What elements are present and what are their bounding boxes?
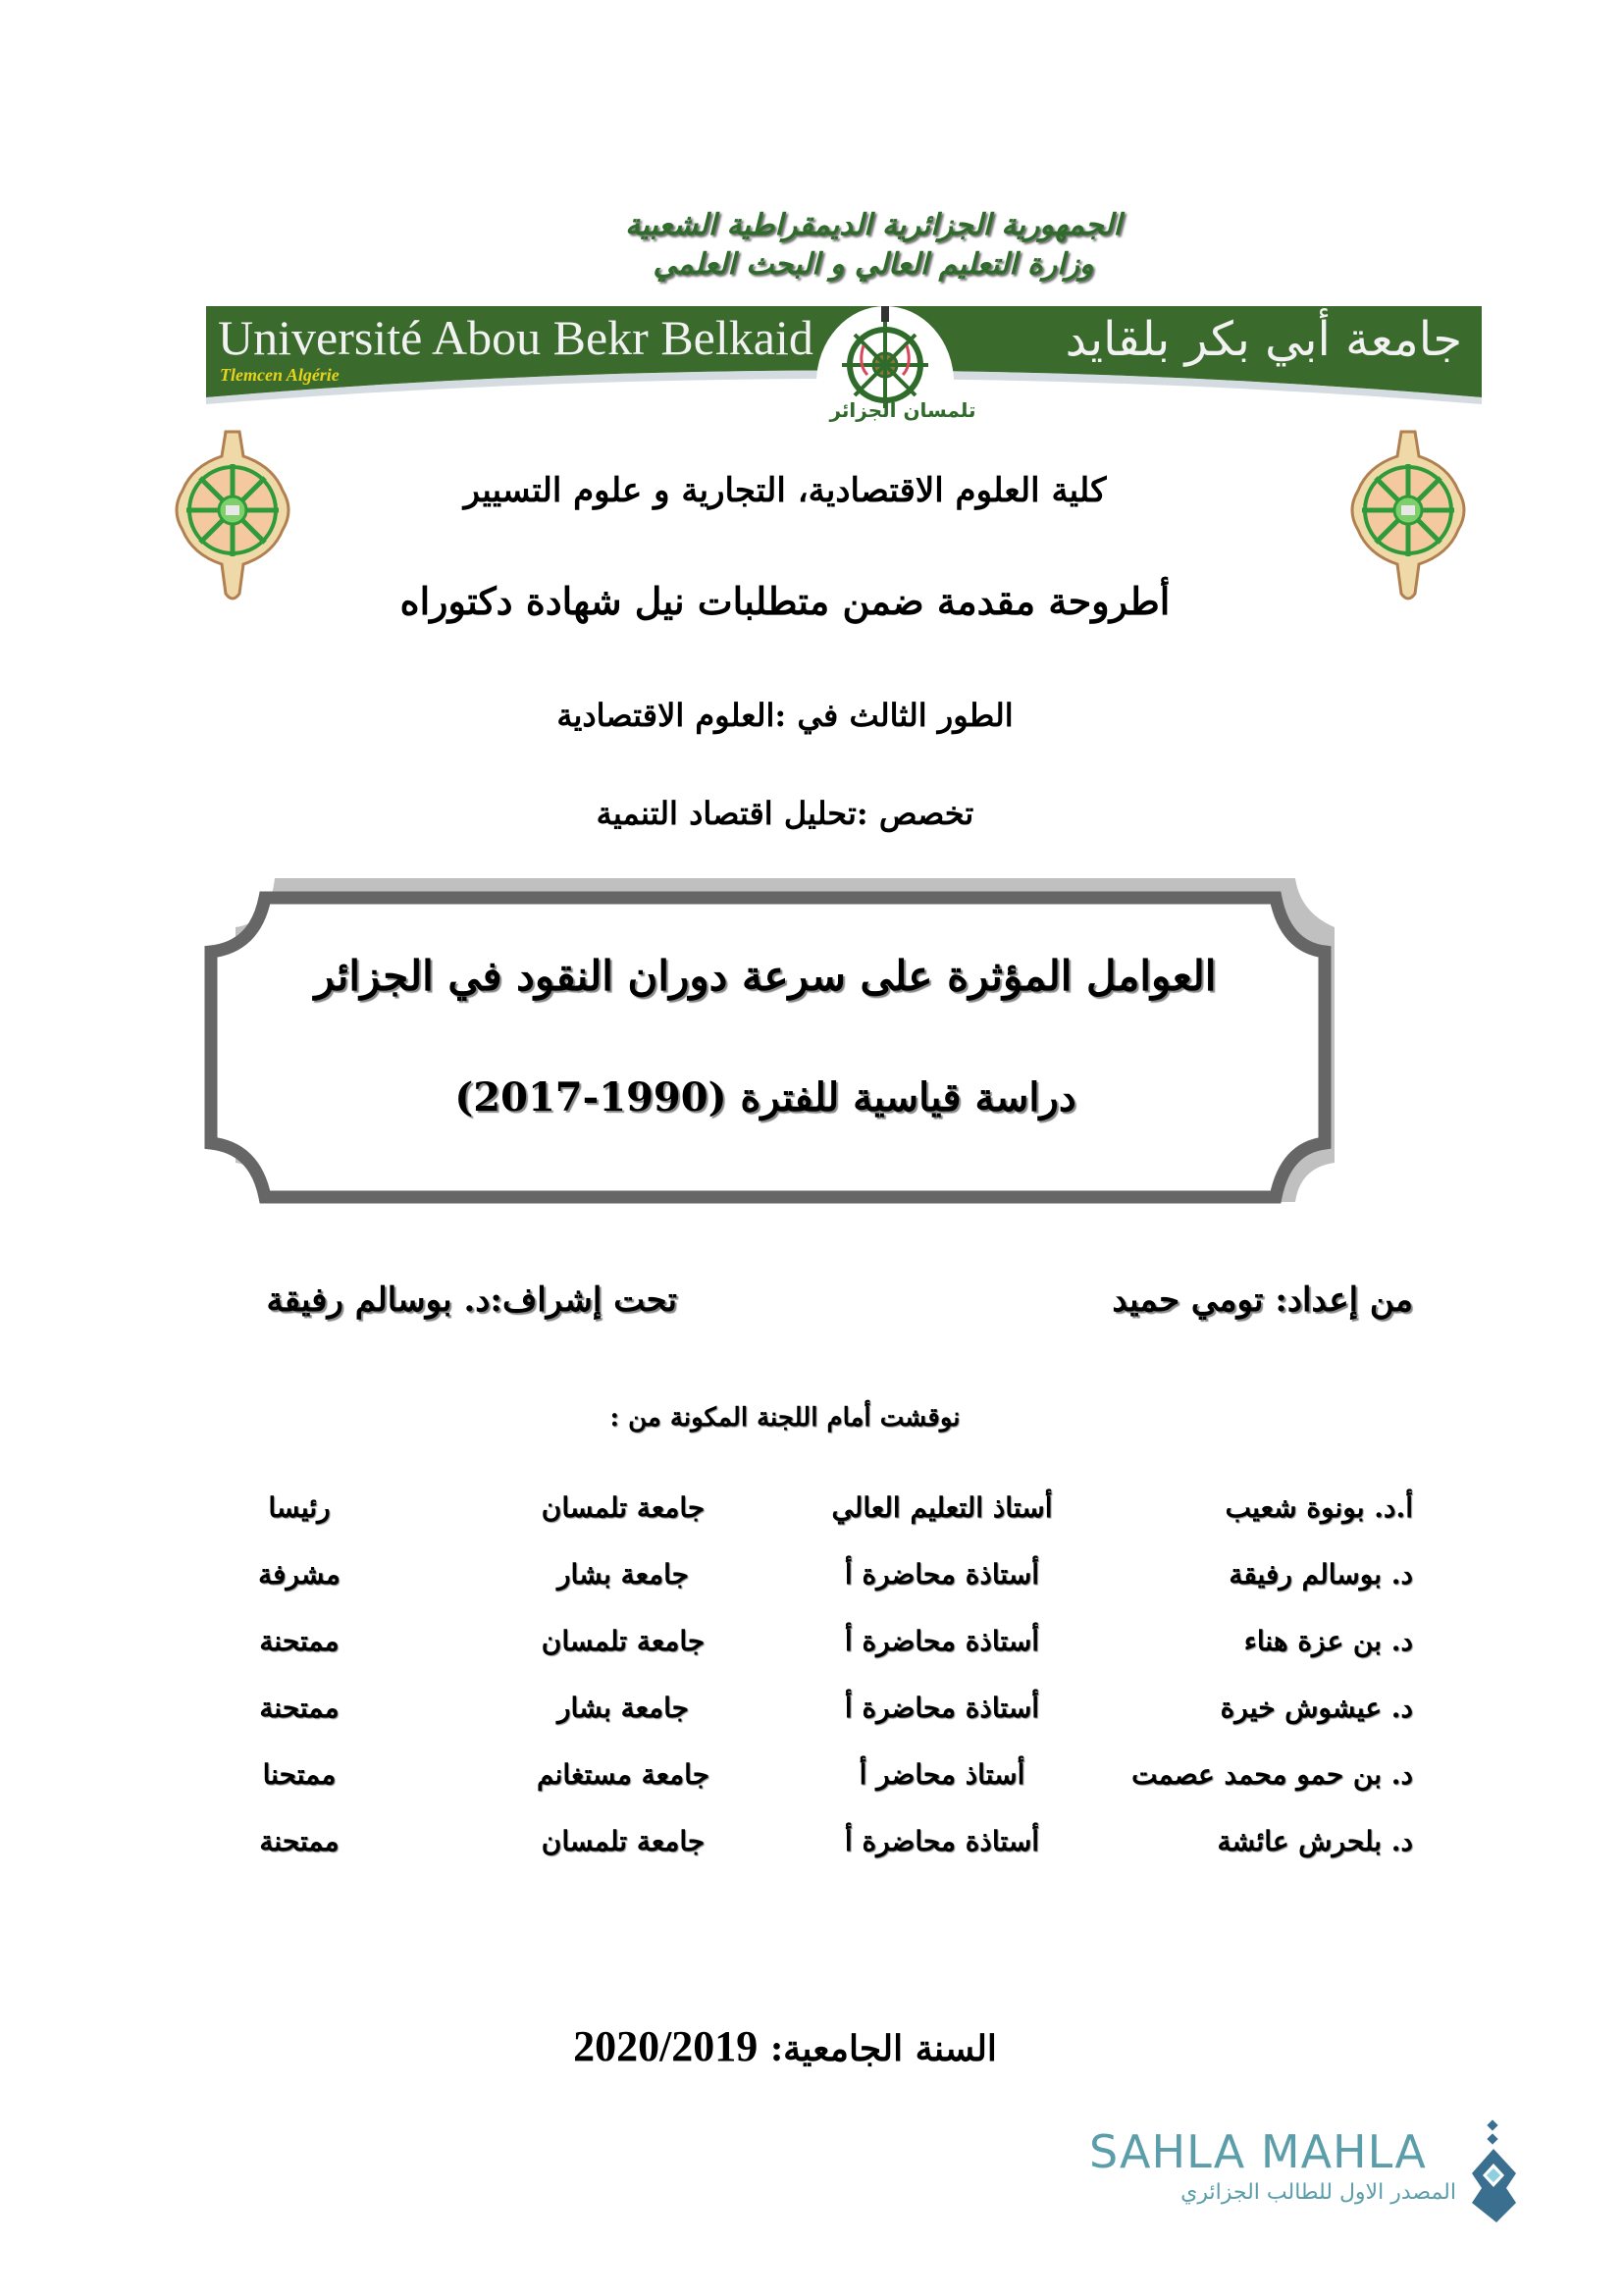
title-frame (196, 873, 1335, 1207)
jury-name: د. بن عزة هناء (1243, 1625, 1413, 1657)
doctoral-cycle: الطور الثالث في :العلوم الاقتصادية (556, 697, 1014, 734)
jury-rank: أستاذة محاضرة أ (844, 1558, 1040, 1591)
prepared-by: من إعداد: تومي حميد (1112, 1280, 1413, 1320)
academic-year (530, 2021, 1040, 2071)
jury-row (245, 1558, 1413, 1625)
jury-rank: أستاذة محاضرة أ (844, 1825, 1040, 1857)
jury-role: مشرفة (258, 1558, 341, 1591)
jury-row (245, 1758, 1413, 1825)
jury-name: د. بلحرش عائشة (1217, 1825, 1413, 1857)
jury-role: ممتحنا (262, 1758, 337, 1791)
jury-name: د. عيشوش خيرة (1220, 1692, 1413, 1724)
jury-university: جامعة تلمسان (541, 1625, 706, 1657)
thesis-type: أطروحة مقدمة ضمن متطلبات نيل شهادة دكتوراه (399, 579, 1171, 623)
thesis-title: العوامل المؤثرة على سرعة دوران النقود في الجزائر (314, 952, 1217, 1000)
jury-rank: أستاذة محاضرة أ (844, 1692, 1040, 1724)
jury-row (245, 1491, 1413, 1558)
jury-rank: أستاذ التعليم العالي (831, 1491, 1053, 1524)
university-emblem-left-icon (169, 427, 296, 613)
jury-university: جامعة تلمسان (541, 1491, 706, 1524)
watermark-brand: SAHLA MAHLA (1089, 2125, 1427, 2178)
jury-university: جامعة تلمسان (541, 1825, 706, 1857)
sahla-mahla-watermark (1089, 2119, 1521, 2227)
specialty: تخصص :تحليل اقتصاد التنمية (596, 795, 974, 832)
academic-year-label: السنة الجامعية: (769, 2028, 997, 2069)
jury-row (245, 1825, 1413, 1892)
watermark-tagline: المصدر الاول للطالب الجزائري (1180, 2180, 1456, 2205)
thesis-subtitle: دراسة قياسية للفترة (1990-2017) (454, 1074, 1076, 1121)
jury-university: جامعة مستغانم (537, 1758, 709, 1791)
ministry-name: وزارة التعليم العالي و البحث العلمي (653, 247, 1094, 282)
jury-university: جامعة بشار (557, 1692, 689, 1724)
jury-row (245, 1692, 1413, 1758)
jury-name: أ.د. بونوة شعيب (1225, 1491, 1413, 1524)
jury-rank: أستاذ محاضر أ (859, 1758, 1025, 1791)
jury-role: رئيسا (268, 1491, 331, 1524)
jury-name: د. بن حمو محمد عصمت (1131, 1758, 1413, 1791)
jury-row (245, 1625, 1413, 1692)
academic-year-value: 2020/2019 (573, 2022, 759, 2070)
jury-rank: أستاذة محاضرة أ (844, 1625, 1040, 1657)
jury-title: نوقشت أمام اللجنة المكونة من : (609, 1403, 961, 1433)
university-banner (206, 304, 1482, 422)
ministry-header (461, 206, 1285, 285)
university-emblem-right-icon (1344, 427, 1472, 613)
supervised-by: تحت إشراف:د. بوسالم رفيقة (266, 1280, 677, 1320)
jury-role: ممتحنة (259, 1692, 340, 1724)
jury-role: ممتحنة (259, 1625, 340, 1657)
jury-university: جامعة بشار (557, 1558, 689, 1591)
republic-name: الجمهورية الجزائرية الديمقراطية الشعبية (625, 208, 1122, 242)
university-location-fr: Tlemcen Algérie (220, 365, 340, 385)
university-name-fr: Université Abou Bekr Belkaid (218, 310, 813, 365)
university-name-ar: جامعة أبي بكر بلقايد (1065, 312, 1462, 367)
sahla-mahla-logo-icon (1467, 2119, 1521, 2227)
jury-role: ممتحنة (259, 1825, 340, 1857)
jury-table (245, 1491, 1413, 1892)
university-location-ar: تلمسان الجزائر (829, 398, 976, 422)
faculty-name: كلية العلوم الاقتصادية، التجارية و علوم التسيير (463, 471, 1107, 510)
jury-name: د. بوسالم رفيقة (1229, 1558, 1413, 1591)
